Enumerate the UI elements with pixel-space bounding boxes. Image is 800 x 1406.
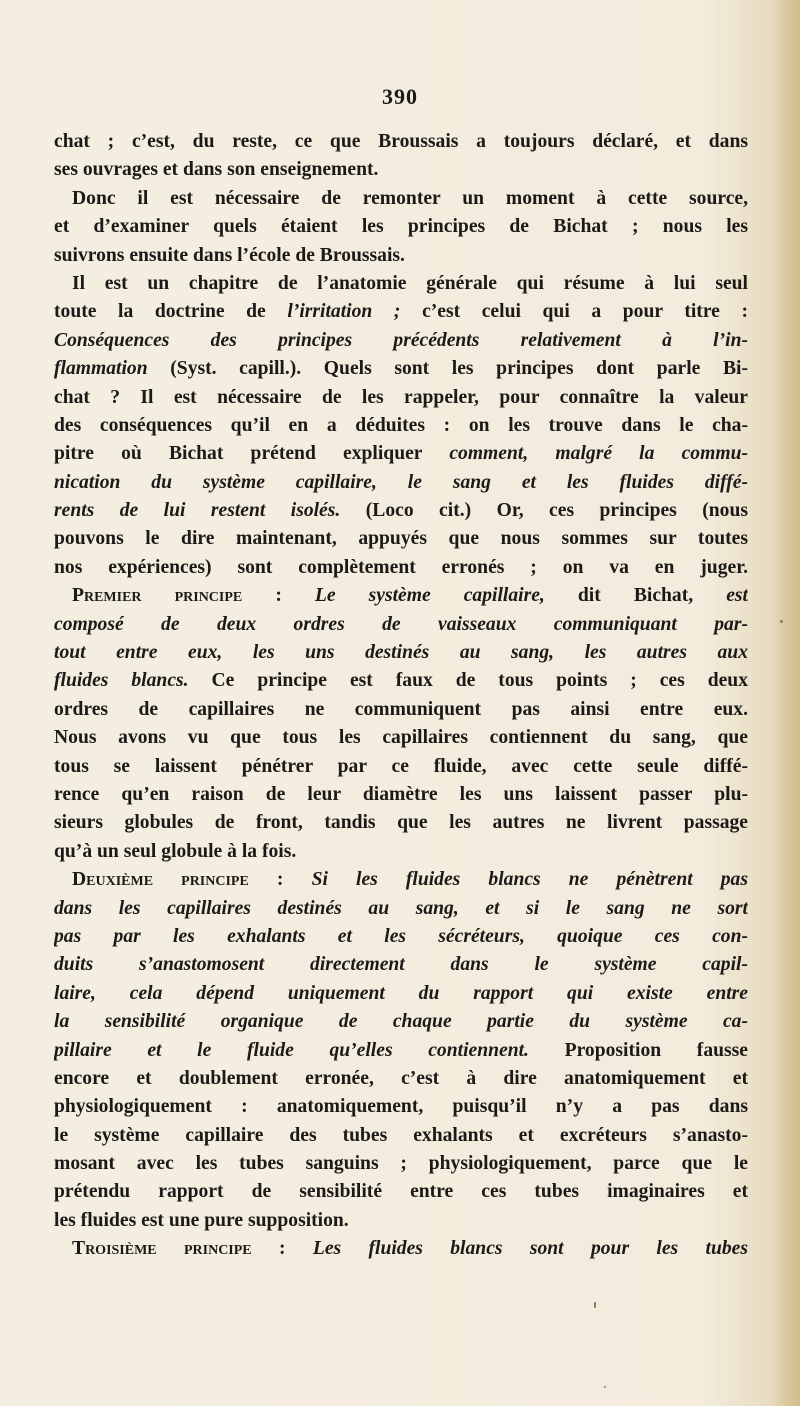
text-line: rence qu’en raison de leur diamètre les uns laissent passer plu- (54, 783, 748, 805)
text-line (54, 440, 748, 468)
italic-run: rents de lui restent isolés. (54, 500, 341, 522)
italic-run: tout entre eux, les uns destinés au sang, les autres aux (54, 642, 748, 664)
italic-run: composé de deux ordres de vaisseaux communiquant par- (54, 613, 748, 635)
italic-run: comment, malgré la commu- (449, 443, 748, 465)
text-line: Donc il est nécessaire de remonter un moment à cette source, (72, 187, 748, 209)
text-line (54, 951, 748, 979)
text-line: suivrons ensuite dans l’école de Broussais. (54, 244, 405, 266)
paper-speck (604, 1386, 606, 1388)
text-line (54, 355, 748, 383)
text-line (54, 327, 748, 355)
italic-run: nication du système capillaire, le sang et les fluides diffé- (54, 471, 748, 493)
text-line: encore et doublement erronée, c’est à dire anatomiquement et (54, 1067, 748, 1089)
text-line (54, 298, 748, 326)
text-run: (Syst. capill.). Quels sont les principes dont parle Bi- (170, 358, 748, 380)
text-line: ordres de capillaires ne communiquent pas ainsi entre eux. (54, 698, 748, 720)
text-line (54, 639, 748, 667)
italic-run: Les fluides blancs sont pour les tubes (312, 1238, 748, 1260)
text-line (54, 611, 748, 639)
italic-run: est (726, 585, 748, 607)
text-run: Ce principe est faux de tous points ; ces deux (211, 670, 748, 692)
page-number: 390 (382, 84, 418, 109)
text-line: Il est un chapitre de l’anatomie générale qui résume à lui seul (72, 272, 748, 294)
body-text (54, 128, 748, 1264)
text-line: et d’examiner quels étaient les principes de Bichat ; nous les (54, 216, 748, 238)
italic-run: pillaire et le fluide qu’elles contiennent. (54, 1039, 529, 1061)
text-line: qu’à un seul globule à la fois. (54, 840, 297, 862)
text-run: pitre où Bichat prétend expliquer (54, 443, 423, 465)
text-line: chat ; c’est, du reste, ce que Broussais a toujours déclaré, et dans (54, 131, 748, 152)
text-line: le système capillaire des tubes exhalants et excréteurs s’anasto- (54, 1124, 748, 1146)
text-line (54, 1008, 748, 1036)
text-line: chat ? Il est nécessaire de les rappeler, pour connaître la valeur (54, 386, 748, 408)
italic-run: duits s’anastomosent directement dans le système capil- (54, 954, 748, 976)
italic-run: pas par les exhalants et les sécréteurs, quoique ces con- (54, 925, 748, 947)
italic-run: laire, cela dépend uniquement du rapport qui existe entre (54, 982, 748, 1004)
text-line (54, 1037, 748, 1065)
text-line: mosant avec les tubes sanguins ; physiologiquement, parce que le (54, 1153, 748, 1175)
text-line: nos expériences) sont complètement erronés ; on va en juger. (54, 556, 748, 578)
text-line: prétendu rapport de sensibilité entre ces tubes imaginaires et (54, 1181, 748, 1203)
text-run: Proposition fausse (564, 1039, 748, 1061)
text-line (54, 980, 748, 1008)
italic-run: la sensibilité organique de chaque partie du système ca- (54, 1011, 748, 1033)
text-line: les fluides est une pure supposition. (54, 1209, 349, 1231)
italic-run: fluides blancs. (54, 670, 189, 692)
text-line (54, 1235, 748, 1263)
text-line: physiologiquement : anatomiquement, puisqu’il n’y a pas dans (54, 1096, 748, 1118)
italic-run: dans les capillaires destinés au sang, et si le sang ne sort (54, 897, 748, 919)
italic-run: Si les fluides blancs ne pénètrent pas (311, 869, 748, 891)
text-line: Nous avons vu que tous les capillaires contiennent du sang, que (54, 727, 748, 749)
italic-run: flammation (54, 358, 148, 380)
text-run: (Loco cit.) Or, ces principes (nous (365, 500, 748, 522)
paper-speck (594, 1302, 596, 1308)
text-line (54, 667, 748, 695)
text-line: sieurs globules de front, tandis que les autres ne livrent passage (54, 812, 748, 834)
text-line (54, 866, 748, 894)
text-line (54, 582, 748, 610)
text-line: ses ouvrages et dans son enseignement. (54, 159, 379, 181)
page-edge-shadow (774, 0, 800, 1406)
principle-heading: Deuxième principe : (72, 869, 284, 891)
italic-run: l’irritation ; (287, 301, 401, 323)
principle-heading: Premier principe : (72, 585, 282, 607)
italic-run: Le système capillaire, (314, 585, 545, 607)
text-line: des conséquences qu’il en a déduites : on les trouve dans le cha- (54, 414, 748, 436)
text-line (54, 497, 748, 525)
italic-run: Conséquences des principes précédents relativement à l’in- (54, 329, 748, 351)
principle-heading: Troisième principe : (72, 1238, 286, 1260)
text-line (54, 469, 748, 497)
paper-speck (780, 620, 783, 623)
text-line (54, 895, 748, 923)
text-line (54, 923, 748, 951)
text-run: dit Bichat, (577, 585, 694, 607)
text-run: c’est celui qui a pour titre : (422, 301, 748, 323)
text-line: pouvons le dire maintenant, appuyés que nous sommes sur toutes (54, 528, 748, 550)
text-run: toute la doctrine de (54, 301, 266, 323)
text-line: tous se laissent pénétrer par ce fluide, avec cette seule diffé- (54, 755, 748, 777)
